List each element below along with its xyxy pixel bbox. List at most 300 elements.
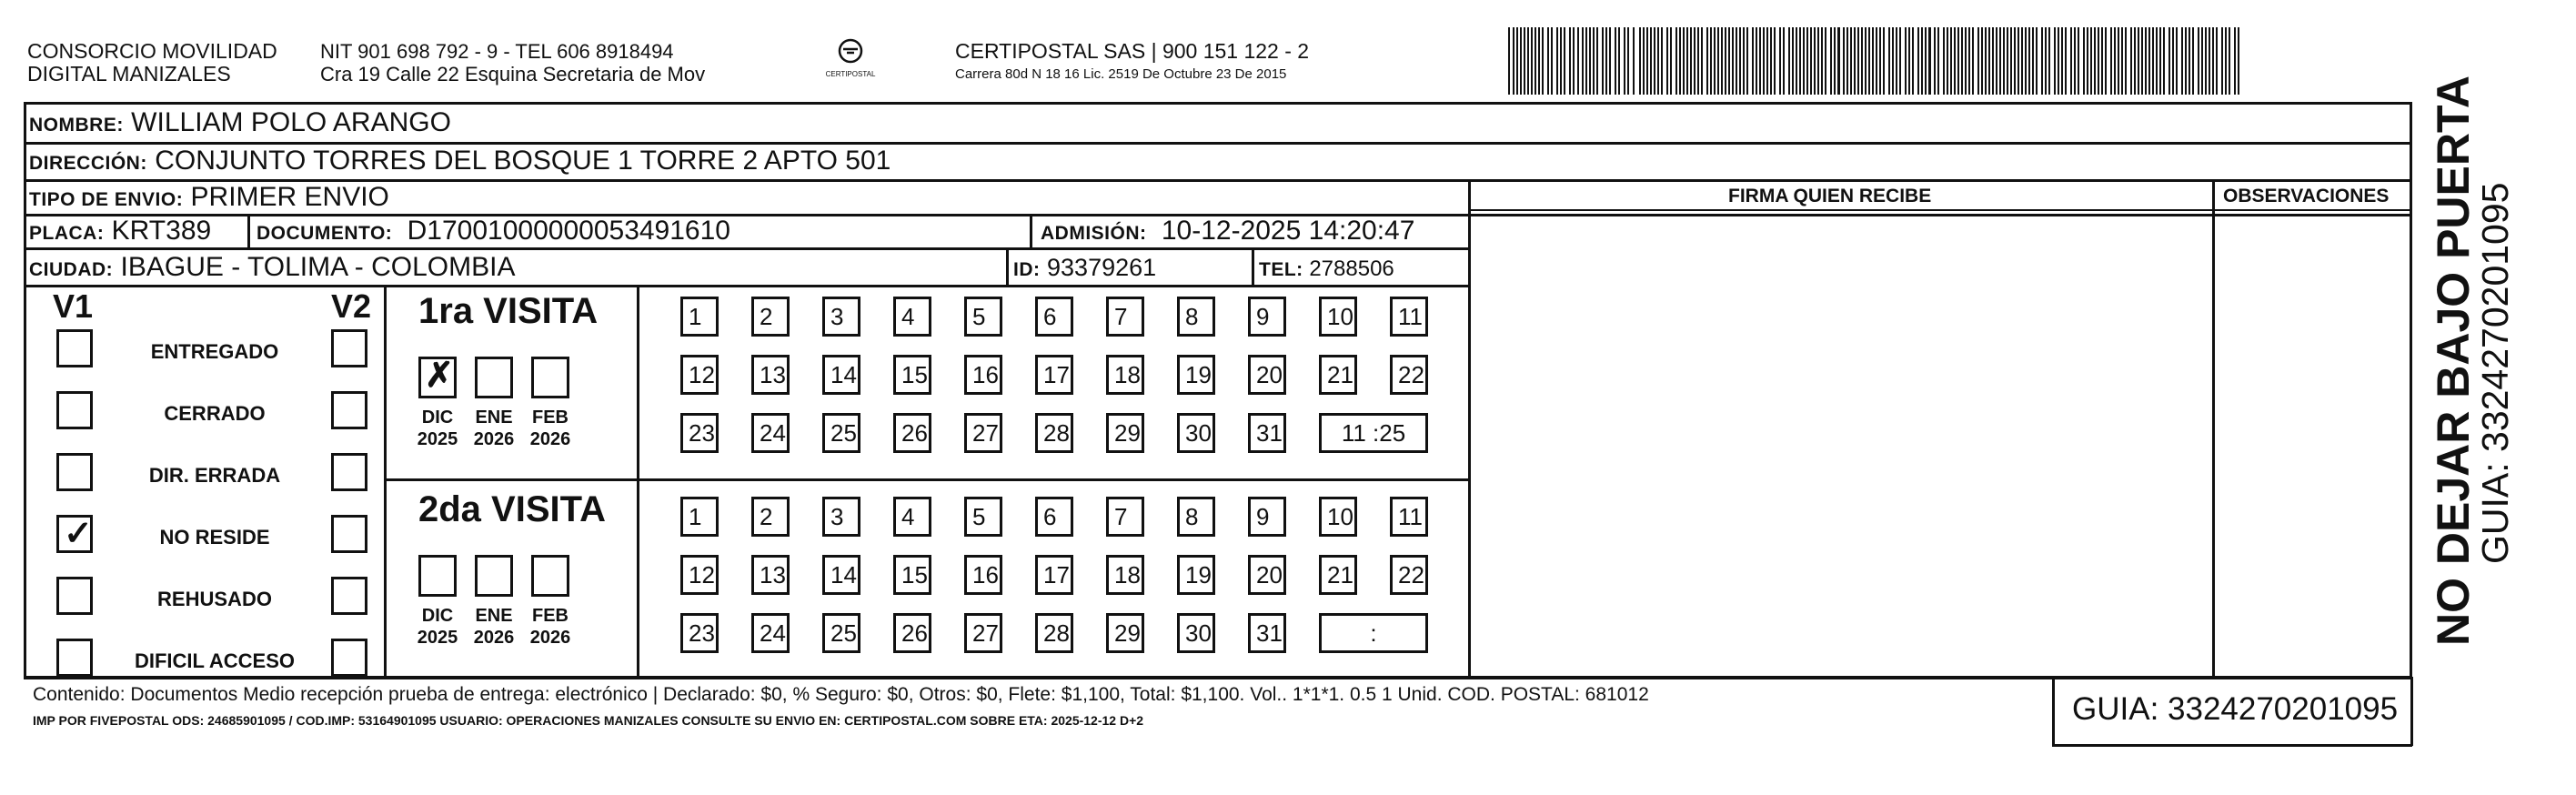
documento-label: DOCUMENTO: [257,223,393,244]
barcode-bar [1624,27,1625,95]
rule-status [384,285,387,678]
first-day-box: 3 [822,297,860,337]
second-year-label: 2026 [529,628,571,648]
second-month-box [418,555,457,597]
documento-value: D17001000000053491610 [407,216,730,246]
side-guia: GUIA: 3324270201095 [2474,182,2516,564]
nit-line1: NIT 901 698 792 - 9 - TEL 606 8918494 [320,40,674,63]
barcode-bar [1686,27,1688,95]
barcode-bar [1905,27,1907,95]
barcode-bar [2018,27,2019,95]
id-field [1013,252,1156,286]
first-day-box: 23 [680,413,719,453]
barcode-bar [1551,27,1553,95]
barcode-bar [1806,27,1808,95]
documento-field [257,216,730,249]
barcode-bar [2007,27,2008,95]
barcode-bar [1710,27,1712,95]
barcode-bar [1868,27,1870,95]
second-day-box: 12 [680,555,719,595]
barcode-bar [1810,27,1812,95]
nombre-value: WILLIAM POLO ARANGO [131,107,451,137]
barcode-bar [1573,27,1575,95]
barcode-bar [1639,27,1641,95]
first-month-label: ENE [475,408,513,428]
barcode-bar [1861,27,1863,95]
second-day-box: 2 [751,497,790,537]
barcode-bar [1883,27,1885,95]
barcode-bar [2163,27,2165,95]
rule-ciudad-id [1006,247,1009,286]
first-day-box: 11 [1390,297,1428,337]
certipostal-logo [819,38,882,78]
barcode-bar [1743,27,1745,95]
observaciones-label: OBSERVACIONES [2223,186,2390,206]
status-reason-label: REHUSADO [157,588,272,610]
barcode-bar [2078,27,2079,95]
barcode-bar [2234,27,2236,95]
barcode-bar [2201,27,2203,95]
company-line1: CONSORCIO MOVILIDAD [27,39,277,63]
barcode-bar [1872,27,1874,95]
v1-checkbox [56,391,93,429]
barcode-bar [1646,27,1648,95]
nit-line2: Cra 19 Calle 22 Esquina Secretaria de Mov [320,63,706,86]
first-month-label: FEB [532,408,569,428]
certipostal-line1: CERTIPOSTAL SAS | 900 151 122 - 2 [955,39,1310,63]
barcode-bar [2110,27,2112,95]
second-month-label: FEB [532,606,569,626]
barcode-bar [1675,27,1677,95]
rule-footer-bottom [2052,744,2412,747]
barcode-bar [2212,27,2214,95]
barcode-bar [2118,27,2119,95]
barcode-bar [2185,27,2187,95]
barcode-bar [2148,27,2150,95]
direccion-value: CONJUNTO TORRES DEL BOSQUE 1 TORRE 2 APTO 501 [155,146,891,176]
barcode-bar [1888,27,1890,95]
barcode-bar [1928,27,1931,95]
second-day-box: 18 [1106,555,1144,595]
first-day-box: 15 [893,355,931,395]
barcode-bar [1739,27,1741,95]
second-day-box: 30 [1177,613,1215,653]
second-day-box: 10 [1319,497,1357,537]
barcode-bar [1766,27,1768,95]
side-warning: NO DEJAR BAJO PUERTA [2428,75,2479,646]
v1-label: V1 [53,287,94,325]
first-day-box: 31 [1248,413,1286,453]
admision-value: 10-12-2025 14:20:47 [1161,216,1415,246]
barcode-bar [1825,27,1826,95]
barcode-bar [1996,27,1997,95]
barcode-bar [1524,27,1525,95]
ciudad-value: IBAGUE - TOLIMA - COLOMBIA [120,252,516,282]
second-day-box: 5 [964,497,1002,537]
second-day-box: 7 [1106,497,1144,537]
barcode-bar [1943,27,1945,95]
barcode-bar [2159,27,2161,95]
tel-field [1259,254,1394,286]
rule-nombre [24,142,2412,145]
first-month-label: DIC [421,408,454,428]
second-day-box: 28 [1035,613,1073,653]
second-day-box: 11 [1390,497,1428,537]
second-visit-title: 2da VISITA [418,489,606,529]
barcode-bar [2045,27,2047,95]
rule-obs-head [2212,209,2412,211]
barcode-bar [1609,27,1611,95]
barcode-bar [1527,27,1529,95]
second-day-box: 20 [1248,555,1286,595]
first-year-label: 2026 [529,429,571,449]
ciudad-field [29,252,516,286]
first-day-box: 7 [1106,297,1144,337]
barcode-bar [2105,27,2107,95]
barcode-bar [1569,27,1571,95]
barcode-bar [1950,27,1952,95]
barcode-bar [1846,27,1848,95]
barcode-bar [1817,27,1819,95]
first-year-label: 2025 [417,429,458,449]
barcode-bar [1627,27,1629,95]
rule-firma-head [1468,209,2214,211]
status-reason-label: DIR. ERRADA [148,464,281,487]
barcode-bar [1830,27,1832,95]
tel-value: 2788506 [1309,257,1394,281]
status-reason-label: NO RESIDE [159,526,270,548]
barcode-bar [1834,27,1836,95]
certipostal-logo-icon [834,38,867,65]
barcode-bar [1513,27,1514,95]
first-day-box: 12 [680,355,719,395]
barcode-bar [2125,27,2127,95]
barcode-bar [2070,27,2072,95]
v1-checkbox [56,453,93,491]
second-month-label: DIC [421,606,454,626]
tipo-field [29,182,389,216]
barcode-bar [1679,27,1681,95]
second-day-box: 29 [1106,613,1144,653]
barcode-bar [2090,27,2092,95]
barcode-bar [1670,27,1672,95]
barcode-bar [1947,27,1948,95]
barcode-bar [1721,27,1723,95]
second-day-box: 31 [1248,613,1286,653]
barcode-bar [1908,27,1910,95]
id-value: 93379261 [1047,254,1157,281]
barcode-bar [2198,27,2199,95]
barcode-bar [1763,27,1765,95]
rule-visits [386,478,1470,481]
company-name [27,40,277,86]
barcode-bar [2025,27,2027,95]
certipostal-info [955,40,1309,86]
barcode-bar [1725,27,1726,95]
barcode-bar [2114,27,2116,95]
barcode-bar [1899,27,1901,95]
barcode-bar [2054,27,2056,95]
barcode-bar [1602,27,1604,95]
barcode-bar [1857,27,1859,95]
barcode-bar [2145,27,2147,95]
barcode-bar [1843,27,1845,95]
barcode-bar [1799,27,1801,95]
barcode-bar [2205,27,2207,95]
barcode-bar [2189,27,2190,95]
rule-footer-guia [2052,677,2055,746]
barcode-bar [1661,27,1663,95]
barcode-bar [1683,27,1685,95]
certipostal-line2: Carrera 80d N 18 16 Lic. 2519 De Octubre 23 De 2015 [955,66,1287,82]
barcode-bar [1961,27,1963,95]
barcode-bar [2138,27,2139,95]
barcode-bar [2121,27,2123,95]
barcode-bar [1814,27,1816,95]
barcode-bar [1643,27,1645,95]
barcode-bar [2221,27,2223,95]
first-day-box: 14 [822,355,860,395]
barcode-bar [1774,27,1776,95]
barcode-bar [1934,27,1936,95]
second-year-label: 2025 [417,628,458,648]
barcode-bar [1912,27,1914,95]
first-day-box: 4 [893,297,931,337]
first-time-box: 11 :25 [1319,413,1428,453]
barcode-bar [1850,27,1852,95]
second-day-box: 27 [964,613,1002,653]
second-day-box: 8 [1177,497,1215,537]
first-day-box: 20 [1248,355,1286,395]
second-day-box: 21 [1319,555,1357,595]
rule-placa-doc [247,214,250,248]
second-day-box: 15 [893,555,931,595]
first-day-box: 8 [1177,297,1215,337]
barcode-bar [1547,27,1549,95]
second-day-box: 4 [893,497,931,537]
barcode-bar [1954,27,1956,95]
barcode-bar [1854,27,1856,95]
first-day-box: 27 [964,413,1002,453]
v2-checkbox [331,515,367,553]
first-day-box: 9 [1248,297,1286,337]
admision-label: ADMISIÓN: [1041,223,1147,244]
barcode-bar [1657,27,1659,95]
direccion-label: DIRECCIÓN: [29,153,147,174]
barcode-bar [1508,27,1510,95]
placa-field [29,216,211,249]
v2-checkbox [331,453,367,491]
v1-checkbox [56,577,93,615]
barcode-bar [1593,27,1595,95]
first-day-box: 2 [751,297,790,337]
tipo-label: TIPO DE ENVIO: [29,189,184,210]
barcode-bar [2010,27,2012,95]
placa-value: KRT389 [111,216,212,246]
rule-months [637,285,639,678]
barcode-bar [2061,27,2063,95]
company-nit [320,40,705,86]
barcode-bar [2014,27,2016,95]
v2-label: V2 [331,287,372,325]
nombre-field [29,107,451,141]
barcode-bar [2152,27,2154,95]
barcode-bar [2176,27,2178,95]
second-day-box: 22 [1390,555,1428,595]
second-month-box [475,555,513,597]
footer-imp: IMP POR FIVEPOSTAL ODS: 24685901095 / COD.IMP: 53164901095 USUARIO: OPERACIONES MANIZALES CONSULTE SU ENVIO EN: CERTIPOSTAL.COM SOBRE ETA: 2025-12-12 D+2 [33,713,1144,728]
first-month-box [531,357,569,398]
second-month-box [531,555,569,597]
first-day-box: 17 [1035,355,1073,395]
barcode [1508,27,2245,95]
barcode-bar [1965,27,1967,95]
barcode-bar [1788,27,1790,95]
id-label: ID: [1013,259,1041,280]
barcode-bar [2209,27,2210,95]
barcode-bar [1977,27,1979,95]
barcode-bar [2094,27,2096,95]
barcode-bar [1837,27,1840,95]
barcode-bar [1896,27,1897,95]
barcode-bar [1783,27,1785,95]
first-day-box: 1 [680,297,719,337]
barcode-bar [1736,27,1737,95]
barcode-bar [1701,27,1703,95]
barcode-bar [2003,27,2005,95]
barcode-bar [1717,27,1719,95]
direccion-field [29,146,891,179]
barcode-bar [1542,27,1544,95]
barcode-bar [2098,27,2099,95]
admision-field [1041,216,1414,249]
footer-contenido: Contenido: Documentos Medio recepción prueba de entrega: electrónico | Declarado: $0, % Seguro: $0, Otros: $0, Flete: $1,100, Total: $1,100. Vol.. 1*1*1. 0.5 1 Unid. COD. POSTAL: 681012 [33,684,1649,705]
first-day-box: 6 [1035,297,1073,337]
barcode-bar [2028,27,2030,95]
barcode-bar [2101,27,2103,95]
first-month-mark: ✗ [425,357,454,395]
company-line2: DIGITAL MANIZALES [27,62,231,86]
first-day-box: 25 [822,413,860,453]
first-day-box: 29 [1106,413,1144,453]
barcode-bar [1937,27,1939,95]
barcode-bar [1618,27,1620,95]
barcode-bar [2172,27,2174,95]
barcode-bar [2032,27,2034,95]
barcode-bar [2225,27,2227,95]
barcode-bar [1596,27,1598,95]
barcode-bar [1759,27,1761,95]
barcode-bar [1666,27,1668,95]
barcode-bar [1988,27,1990,95]
second-day-box: 9 [1248,497,1286,537]
barcode-bar [1650,27,1652,95]
barcode-bar [1746,27,1748,95]
rule-firma-left [1468,179,1471,678]
barcode-bar [1779,27,1781,95]
barcode-bar [1564,27,1565,95]
barcode-bar [1968,27,1970,95]
barcode-bar [2216,27,2218,95]
barcode-bar [2168,27,2170,95]
rule-doc-adm [1030,214,1032,248]
second-day-box: 6 [1035,497,1073,537]
first-day-box: 21 [1319,355,1357,395]
barcode-bar [1770,27,1772,95]
barcode-bar [2181,27,2183,95]
status-reason-label: ENTREGADO [150,340,279,363]
barcode-bar [1654,27,1655,95]
barcode-bar [1957,27,1959,95]
barcode-bar [2238,27,2239,95]
barcode-bar [1876,27,1877,95]
footer-guia: GUIA: 3324270201095 [2072,691,2399,727]
first-day-box: 18 [1106,355,1144,395]
status-reason-label: CERRADO [164,402,266,425]
barcode-bar [1999,27,2001,95]
first-visit-title: 1ra VISITA [418,291,599,331]
barcode-bar [1865,27,1867,95]
barcode-bar [1992,27,1994,95]
second-day-box: 19 [1177,555,1215,595]
first-day-box: 26 [893,413,931,453]
rule-obs-left [2212,179,2215,678]
barcode-bar [1879,27,1881,95]
barcode-bar [2021,27,2023,95]
barcode-bar [1821,27,1823,95]
barcode-bar [1633,27,1635,95]
barcode-bar [1732,27,1734,95]
barcode-bar [1803,27,1805,95]
barcode-bar [1589,27,1591,95]
barcode-bar [1752,27,1754,95]
barcode-bar [1796,27,1797,95]
first-day-box: 30 [1177,413,1215,453]
barcode-bar [1560,27,1562,95]
v2-checkbox [331,391,367,429]
barcode-bar [2058,27,2059,95]
first-day-box: 13 [751,355,790,395]
barcode-bar [2083,27,2085,95]
v1-checkbox [56,329,93,367]
v2-checkbox [331,329,367,367]
barcode-bar [2134,27,2136,95]
barcode-bar [2065,27,2067,95]
second-day-box: 3 [822,497,860,537]
barcode-bar [1917,27,1919,95]
status-reason-label: DIFICIL ACCESO [134,649,295,672]
barcode-bar [1690,27,1692,95]
barcode-bar [1520,27,1522,95]
barcode-bar [1697,27,1699,95]
second-day-box: 14 [822,555,860,595]
second-day-box: 26 [893,613,931,653]
first-day-box: 28 [1035,413,1073,453]
certipostal-logo-text: CERTIPOSTAL [825,70,876,78]
barcode-bar [2074,27,2076,95]
v1-checkbox [56,639,93,677]
barcode-bar [1981,27,1983,95]
barcode-bar [1972,27,1974,95]
v2-checkbox [331,577,367,615]
second-time-box: : [1319,613,1428,653]
barcode-bar [2192,27,2194,95]
barcode-bar [1925,27,1927,95]
barcode-bar [1516,27,1518,95]
barcode-bar [1535,27,1536,95]
barcode-bar [1728,27,1730,95]
second-month-label: ENE [475,606,513,626]
